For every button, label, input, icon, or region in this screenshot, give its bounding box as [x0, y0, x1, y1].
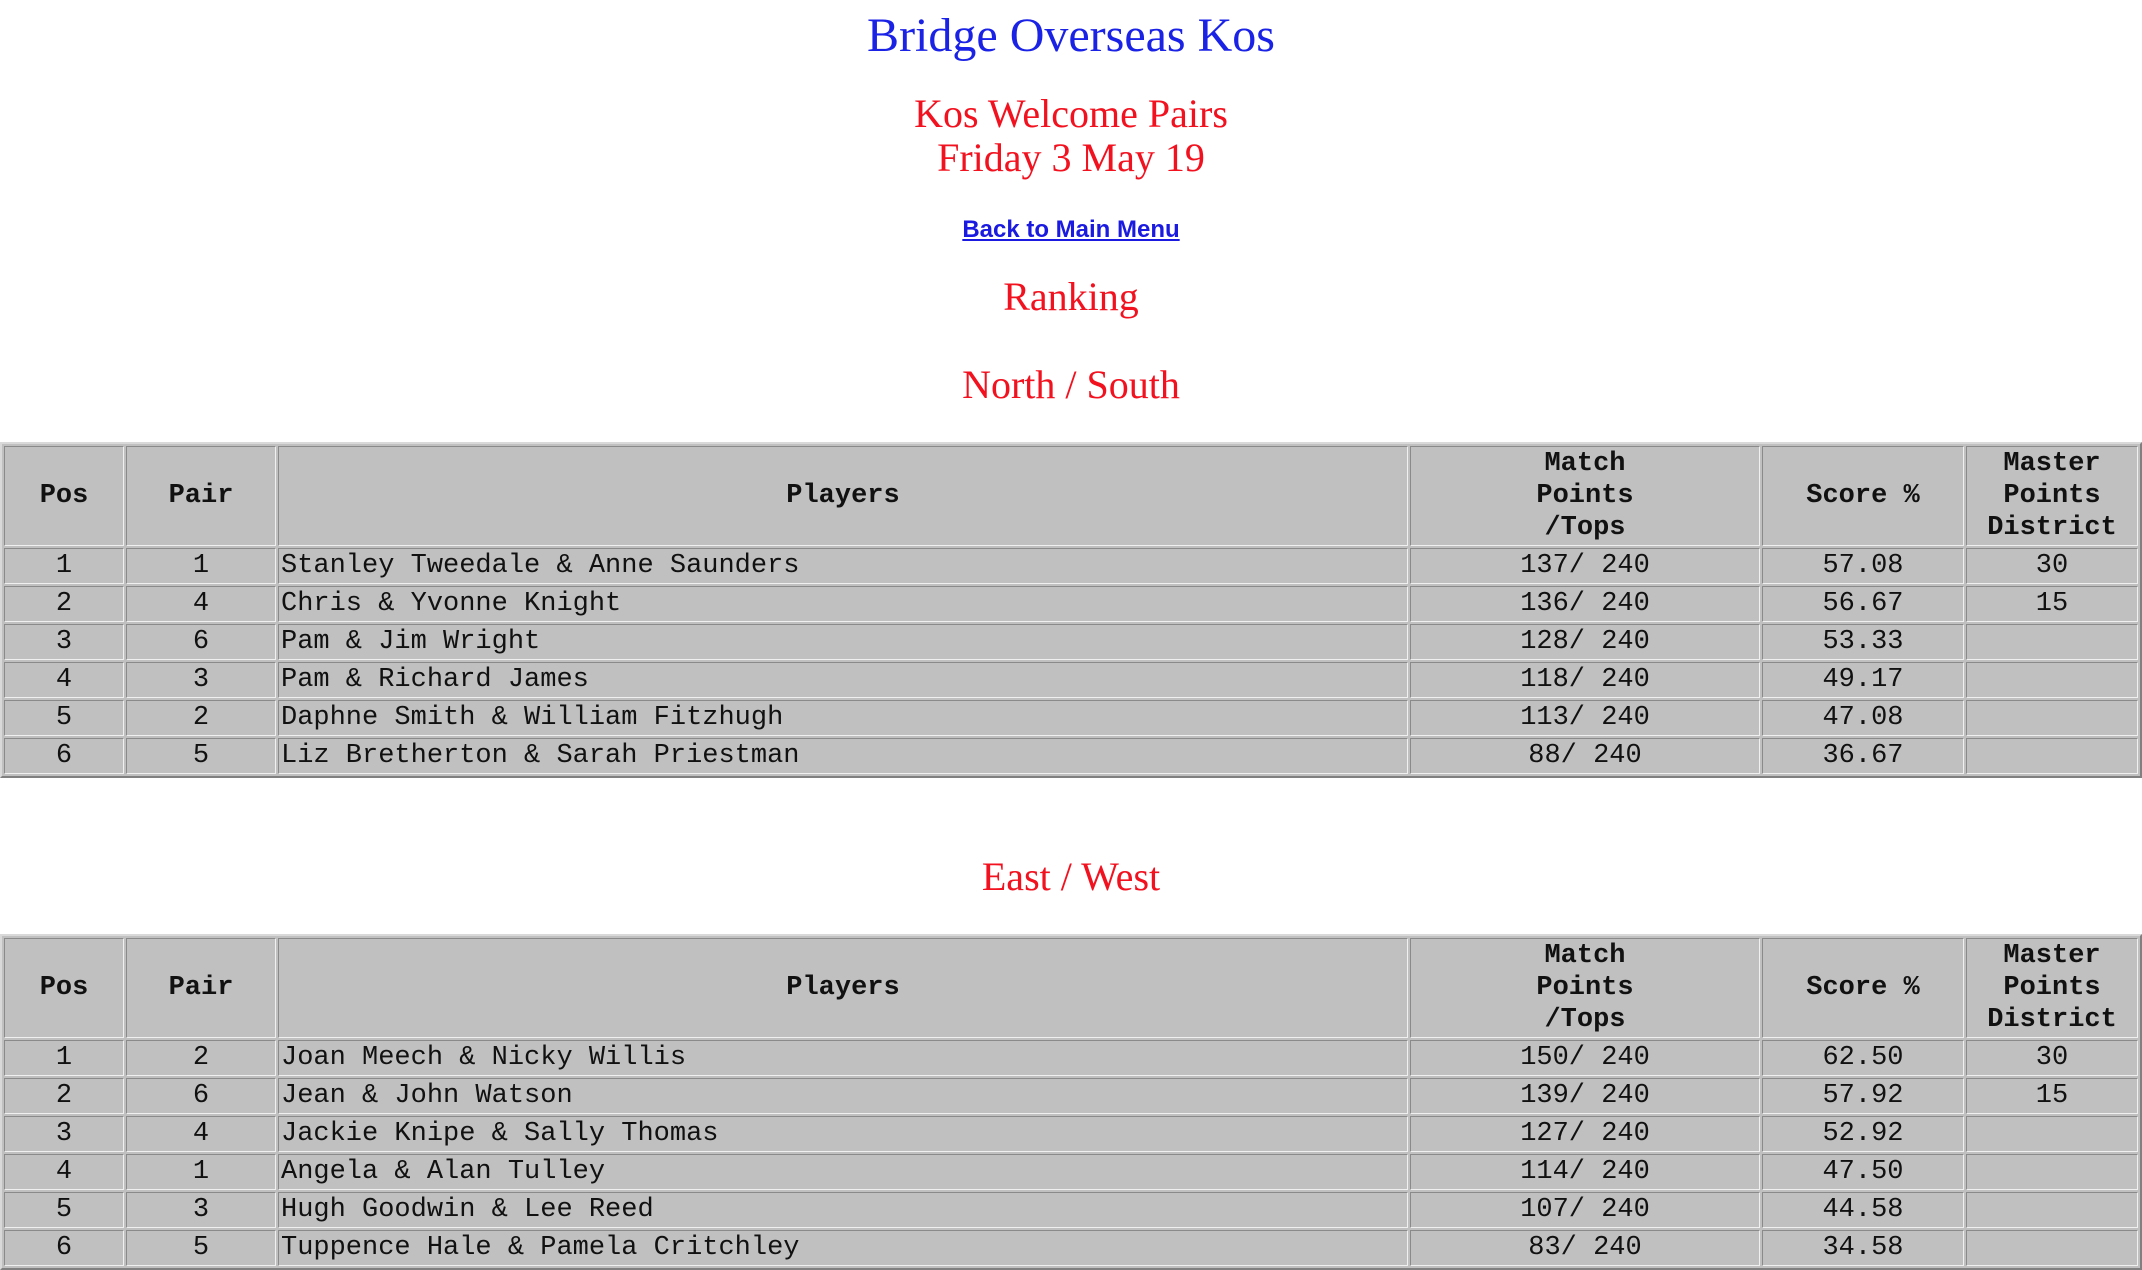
table-row	[4, 1154, 2138, 1190]
cell-match-points: 137/ 240	[1410, 548, 1760, 584]
cell-match-points: 139/ 240	[1410, 1078, 1760, 1114]
table-row	[4, 586, 2138, 622]
header-match-line1: Match	[1544, 941, 1626, 971]
cell-pos: 4	[4, 1154, 124, 1190]
back-link-container	[0, 214, 2142, 246]
north-south-table	[0, 442, 2142, 778]
cell-pair: 2	[126, 700, 276, 736]
cell-pair: 6	[126, 624, 276, 660]
cell-score: 62.50	[1762, 1040, 1964, 1076]
table-header-row	[4, 938, 2138, 1038]
cell-pair: 4	[126, 586, 276, 622]
cell-players: Tuppence Hale & Pamela Critchley	[278, 1230, 1408, 1266]
header-master-line1: Master	[2003, 941, 2101, 971]
cell-match-points: 107/ 240	[1410, 1192, 1760, 1228]
header-match-line3: /Tops	[1544, 1005, 1626, 1035]
cell-pos: 3	[4, 624, 124, 660]
east-west-heading: East / West	[981, 854, 1161, 899]
header-match-line1: Match	[1544, 449, 1626, 479]
header-pos: Pos	[4, 938, 124, 1038]
cell-pos: 3	[4, 1116, 124, 1152]
cell-pair: 6	[126, 1078, 276, 1114]
cell-match-points: 128/ 240	[1410, 624, 1760, 660]
table-row	[4, 1116, 2138, 1152]
cell-master-points	[1966, 1154, 2138, 1190]
cell-pos: 6	[4, 1230, 124, 1266]
table-row	[4, 1078, 2138, 1114]
table-row	[4, 624, 2138, 660]
cell-players: Stanley Tweedale & Anne Saunders	[278, 548, 1408, 584]
cell-match-points: 118/ 240	[1410, 662, 1760, 698]
cell-pos: 2	[4, 1078, 124, 1114]
site-title: Bridge Overseas Kos	[867, 9, 1275, 62]
cell-score: 56.67	[1762, 586, 1964, 622]
header-match-points	[1410, 938, 1760, 1038]
cell-match-points: 113/ 240	[1410, 700, 1760, 736]
cell-master-points: 15	[1966, 1078, 2138, 1114]
header-score: Score %	[1762, 938, 1964, 1038]
table-row	[4, 662, 2138, 698]
cell-master-points	[1966, 1230, 2138, 1266]
header-pair: Pair	[126, 938, 276, 1038]
table-row	[4, 1230, 2138, 1266]
cell-match-points: 88/ 240	[1410, 738, 1760, 774]
cell-score: 57.08	[1762, 548, 1964, 584]
header-match-line3: /Tops	[1544, 513, 1626, 543]
header-master-line3: District	[1987, 513, 2117, 543]
cell-pair: 5	[126, 738, 276, 774]
cell-pos: 4	[4, 662, 124, 698]
cell-players: Liz Bretherton & Sarah Priestman	[278, 738, 1408, 774]
cell-master-points	[1966, 1192, 2138, 1228]
cell-pair: 3	[126, 662, 276, 698]
table-row	[4, 738, 2138, 774]
event-name: Kos Welcome Pairs	[914, 91, 1228, 136]
header-pos: Pos	[4, 446, 124, 546]
cell-score: 34.58	[1762, 1230, 1964, 1266]
cell-pair: 5	[126, 1230, 276, 1266]
east-west-table	[0, 934, 2142, 1270]
event-date: Friday 3 May 19	[937, 135, 1205, 180]
cell-players: Pam & Jim Wright	[278, 624, 1408, 660]
cell-match-points: 150/ 240	[1410, 1040, 1760, 1076]
cell-master-points	[1966, 1116, 2138, 1152]
header-pair: Pair	[126, 446, 276, 546]
cell-players: Hugh Goodwin & Lee Reed	[278, 1192, 1408, 1228]
header-score: Score %	[1762, 446, 1964, 546]
cell-players: Angela & Alan Tulley	[278, 1154, 1408, 1190]
cell-pos: 1	[4, 1040, 124, 1076]
cell-pos: 6	[4, 738, 124, 774]
event-info	[0, 92, 2142, 180]
cell-players: Chris & Yvonne Knight	[278, 586, 1408, 622]
cell-match-points: 136/ 240	[1410, 586, 1760, 622]
header-match-points	[1410, 446, 1760, 546]
cell-score: 47.08	[1762, 700, 1964, 736]
cell-pair: 4	[126, 1116, 276, 1152]
cell-master-points	[1966, 738, 2138, 774]
cell-pos: 5	[4, 700, 124, 736]
cell-players: Jean & John Watson	[278, 1078, 1408, 1114]
cell-master-points	[1966, 624, 2138, 660]
header-players: Players	[278, 446, 1408, 546]
cell-master-points	[1966, 700, 2138, 736]
cell-score: 57.92	[1762, 1078, 1964, 1114]
table-row	[4, 1040, 2138, 1076]
table-row	[4, 548, 2138, 584]
cell-match-points: 114/ 240	[1410, 1154, 1760, 1190]
cell-master-points: 30	[1966, 548, 2138, 584]
cell-match-points: 127/ 240	[1410, 1116, 1760, 1152]
cell-pos: 5	[4, 1192, 124, 1228]
cell-players: Joan Meech & Nicky Willis	[278, 1040, 1408, 1076]
header-match-line2: Points	[1536, 973, 1634, 1003]
cell-score: 36.67	[1762, 738, 1964, 774]
cell-pair: 1	[126, 1154, 276, 1190]
cell-pos: 1	[4, 548, 124, 584]
header-match-line2: Points	[1536, 481, 1634, 511]
cell-score: 44.58	[1762, 1192, 1964, 1228]
cell-pair: 3	[126, 1192, 276, 1228]
cell-match-points: 83/ 240	[1410, 1230, 1760, 1266]
cell-players: Pam & Richard James	[278, 662, 1408, 698]
header-master-line2: Points	[2003, 481, 2101, 511]
cell-score: 53.33	[1762, 624, 1964, 660]
cell-master-points: 30	[1966, 1040, 2138, 1076]
header-master-points	[1966, 446, 2138, 546]
cell-score: 49.17	[1762, 662, 1964, 698]
cell-pos: 2	[4, 586, 124, 622]
ranking-heading: Ranking	[1003, 274, 1139, 319]
back-to-main-menu-link[interactable]: Back to Main Menu	[962, 216, 1180, 243]
header-players: Players	[278, 938, 1408, 1038]
header-master-points	[1966, 938, 2138, 1038]
cell-master-points	[1966, 662, 2138, 698]
cell-players: Daphne Smith & William Fitzhugh	[278, 700, 1408, 736]
cell-players: Jackie Knipe & Sally Thomas	[278, 1116, 1408, 1152]
cell-score: 47.50	[1762, 1154, 1964, 1190]
header-master-line2: Points	[2003, 973, 2101, 1003]
table-header-row	[4, 446, 2138, 546]
cell-master-points: 15	[1966, 586, 2138, 622]
header-master-line3: District	[1987, 1005, 2117, 1035]
header-master-line1: Master	[2003, 449, 2101, 479]
north-south-heading: North / South	[962, 362, 1180, 407]
cell-pair: 1	[126, 548, 276, 584]
table-row	[4, 700, 2138, 736]
cell-score: 52.92	[1762, 1116, 1964, 1152]
table-row	[4, 1192, 2138, 1228]
cell-pair: 2	[126, 1040, 276, 1076]
